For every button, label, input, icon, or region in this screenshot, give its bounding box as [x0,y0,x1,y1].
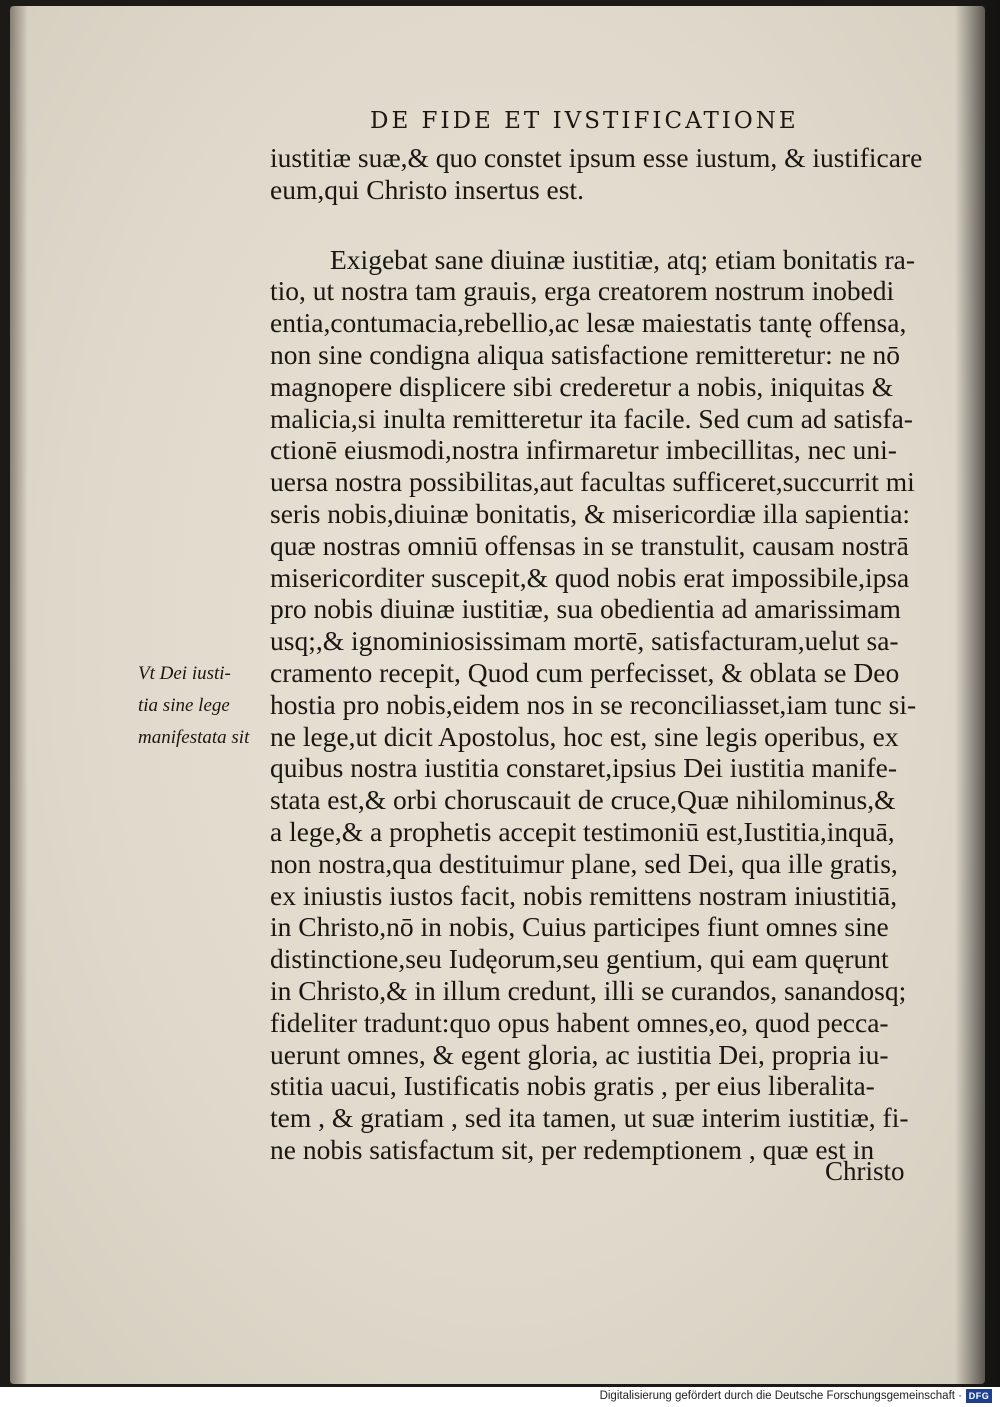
text-line: stitia uacui, Iustificatis nobis gratis , per eius liberalita- [270,1070,875,1102]
catchword: Christo [825,1156,905,1186]
text-line: in Christo,nō in nobis, Cuius participes fiunt omnes sine [270,911,889,943]
margin-note-line: Vt Dei iusti- [138,663,231,684]
text-line: malicia,si inulta remitteretur ita facile. Sed cum ad satisfa- [270,402,913,434]
text-line: tem , & gratiam , sed ita tamen, ut suæ interim iustitiæ, fi- [270,1102,909,1134]
text-line: ctionē eiusmodi,nostra infirmaretur imbecillitas, nec uni- [270,434,897,466]
text-line: usq;,& ignominiosissimam mortē, satisfacturam,uelut sa- [270,625,899,657]
gutter-shadow [955,0,1000,1387]
text-line: misericorditer suscepit,& quod nobis erat impossibile,ipsa [270,561,910,593]
text-line: ne nobis satisfactum sit, per redemptionem , quæ est in [270,1133,875,1165]
margin-note-line: manifestata sit [138,727,250,748]
text-line: in Christo,& in illum credunt, illi se curandos, sanandosq; [270,974,907,1006]
text-line: non nostra,qua destituimur plane, sed Dei, qua ille gratis, [270,847,898,879]
text-line: magnopere displicere sibi crederetur a nobis, iniquitas & [270,370,894,402]
text-line: ex iniustis iustos facit, nobis remittens nostram iniustitiā, [270,879,898,911]
text-line: hostia pro nobis,eidem nos in se reconciliasset,iam tunc si- [270,688,917,720]
text-line: iustitiæ suæ,& quo constet ipsum esse iustum, & iustificare [270,142,923,173]
text-line: cramento recepit, Quod cum perfecisset, & oblata se Deo [270,656,900,688]
text-line: Exigebat sane diuinæ iustitiæ, atq; etiam bonitatis ra- [330,243,916,275]
text-line: tio, ut nostra tam grauis, erga creatorem nostrum inobedi [270,275,895,307]
text-line: pro nobis diuinæ iustitiæ, sua obedientia ad amarissimam [270,593,901,625]
page-left-edge [10,6,28,1384]
margin-note [138,658,268,754]
text-line: ne lege,ut dicit Apostolus, hoc est, sine legis operibus, ex [270,720,899,752]
text-line: uerunt omnes, & egent gloria, ac iustitia Dei, propria iu- [270,1038,889,1070]
funding-credit: Digitalisierung gefördert durch die Deutsche Forschungsgemeinschaft · [599,1390,962,1402]
text-line: quibus nostra iustitia constaret,ipsius Dei iustitia manife- [270,752,898,784]
text-line: fideliter tradunt:quo opus habent omnes,eo, quod pecca- [270,1006,889,1038]
text-line: uersa nostra possibilitas,aut facultas sufficeret,succurrit mi [270,466,915,498]
text-line: a lege,& a prophetis accepit testimoniū est,Iustitia,inquā, [270,815,895,847]
margin-note-line: tia sine lege [138,695,230,716]
text-line: stata est,& orbi choruscauit de cruce,Quæ nihilominus,& [270,784,896,816]
text-line: quæ nostras omniū offensas in se transtulit, causam nostrā [270,529,909,561]
text-line: seris nobis,diuinæ bonitatis, & misericordiæ illa sapientia: [270,497,911,529]
running-head: DE FIDE ET IVSTIFICATIONE [370,108,799,134]
body-text [270,142,950,1166]
dfg-logo: DFG [966,1389,992,1403]
text-line: entia,contumacia,rebellio,ac lesæ maiestatis tantę offensa, [270,307,907,339]
text-line: eum,qui Christo insertus est. [270,173,584,205]
text-line: non sine condigna aliqua satisfactione remitteretur: ne nō [270,338,901,370]
text-line: distinctione,seu Iudęorum,seu gentium, qui eam quęrunt [270,943,889,975]
